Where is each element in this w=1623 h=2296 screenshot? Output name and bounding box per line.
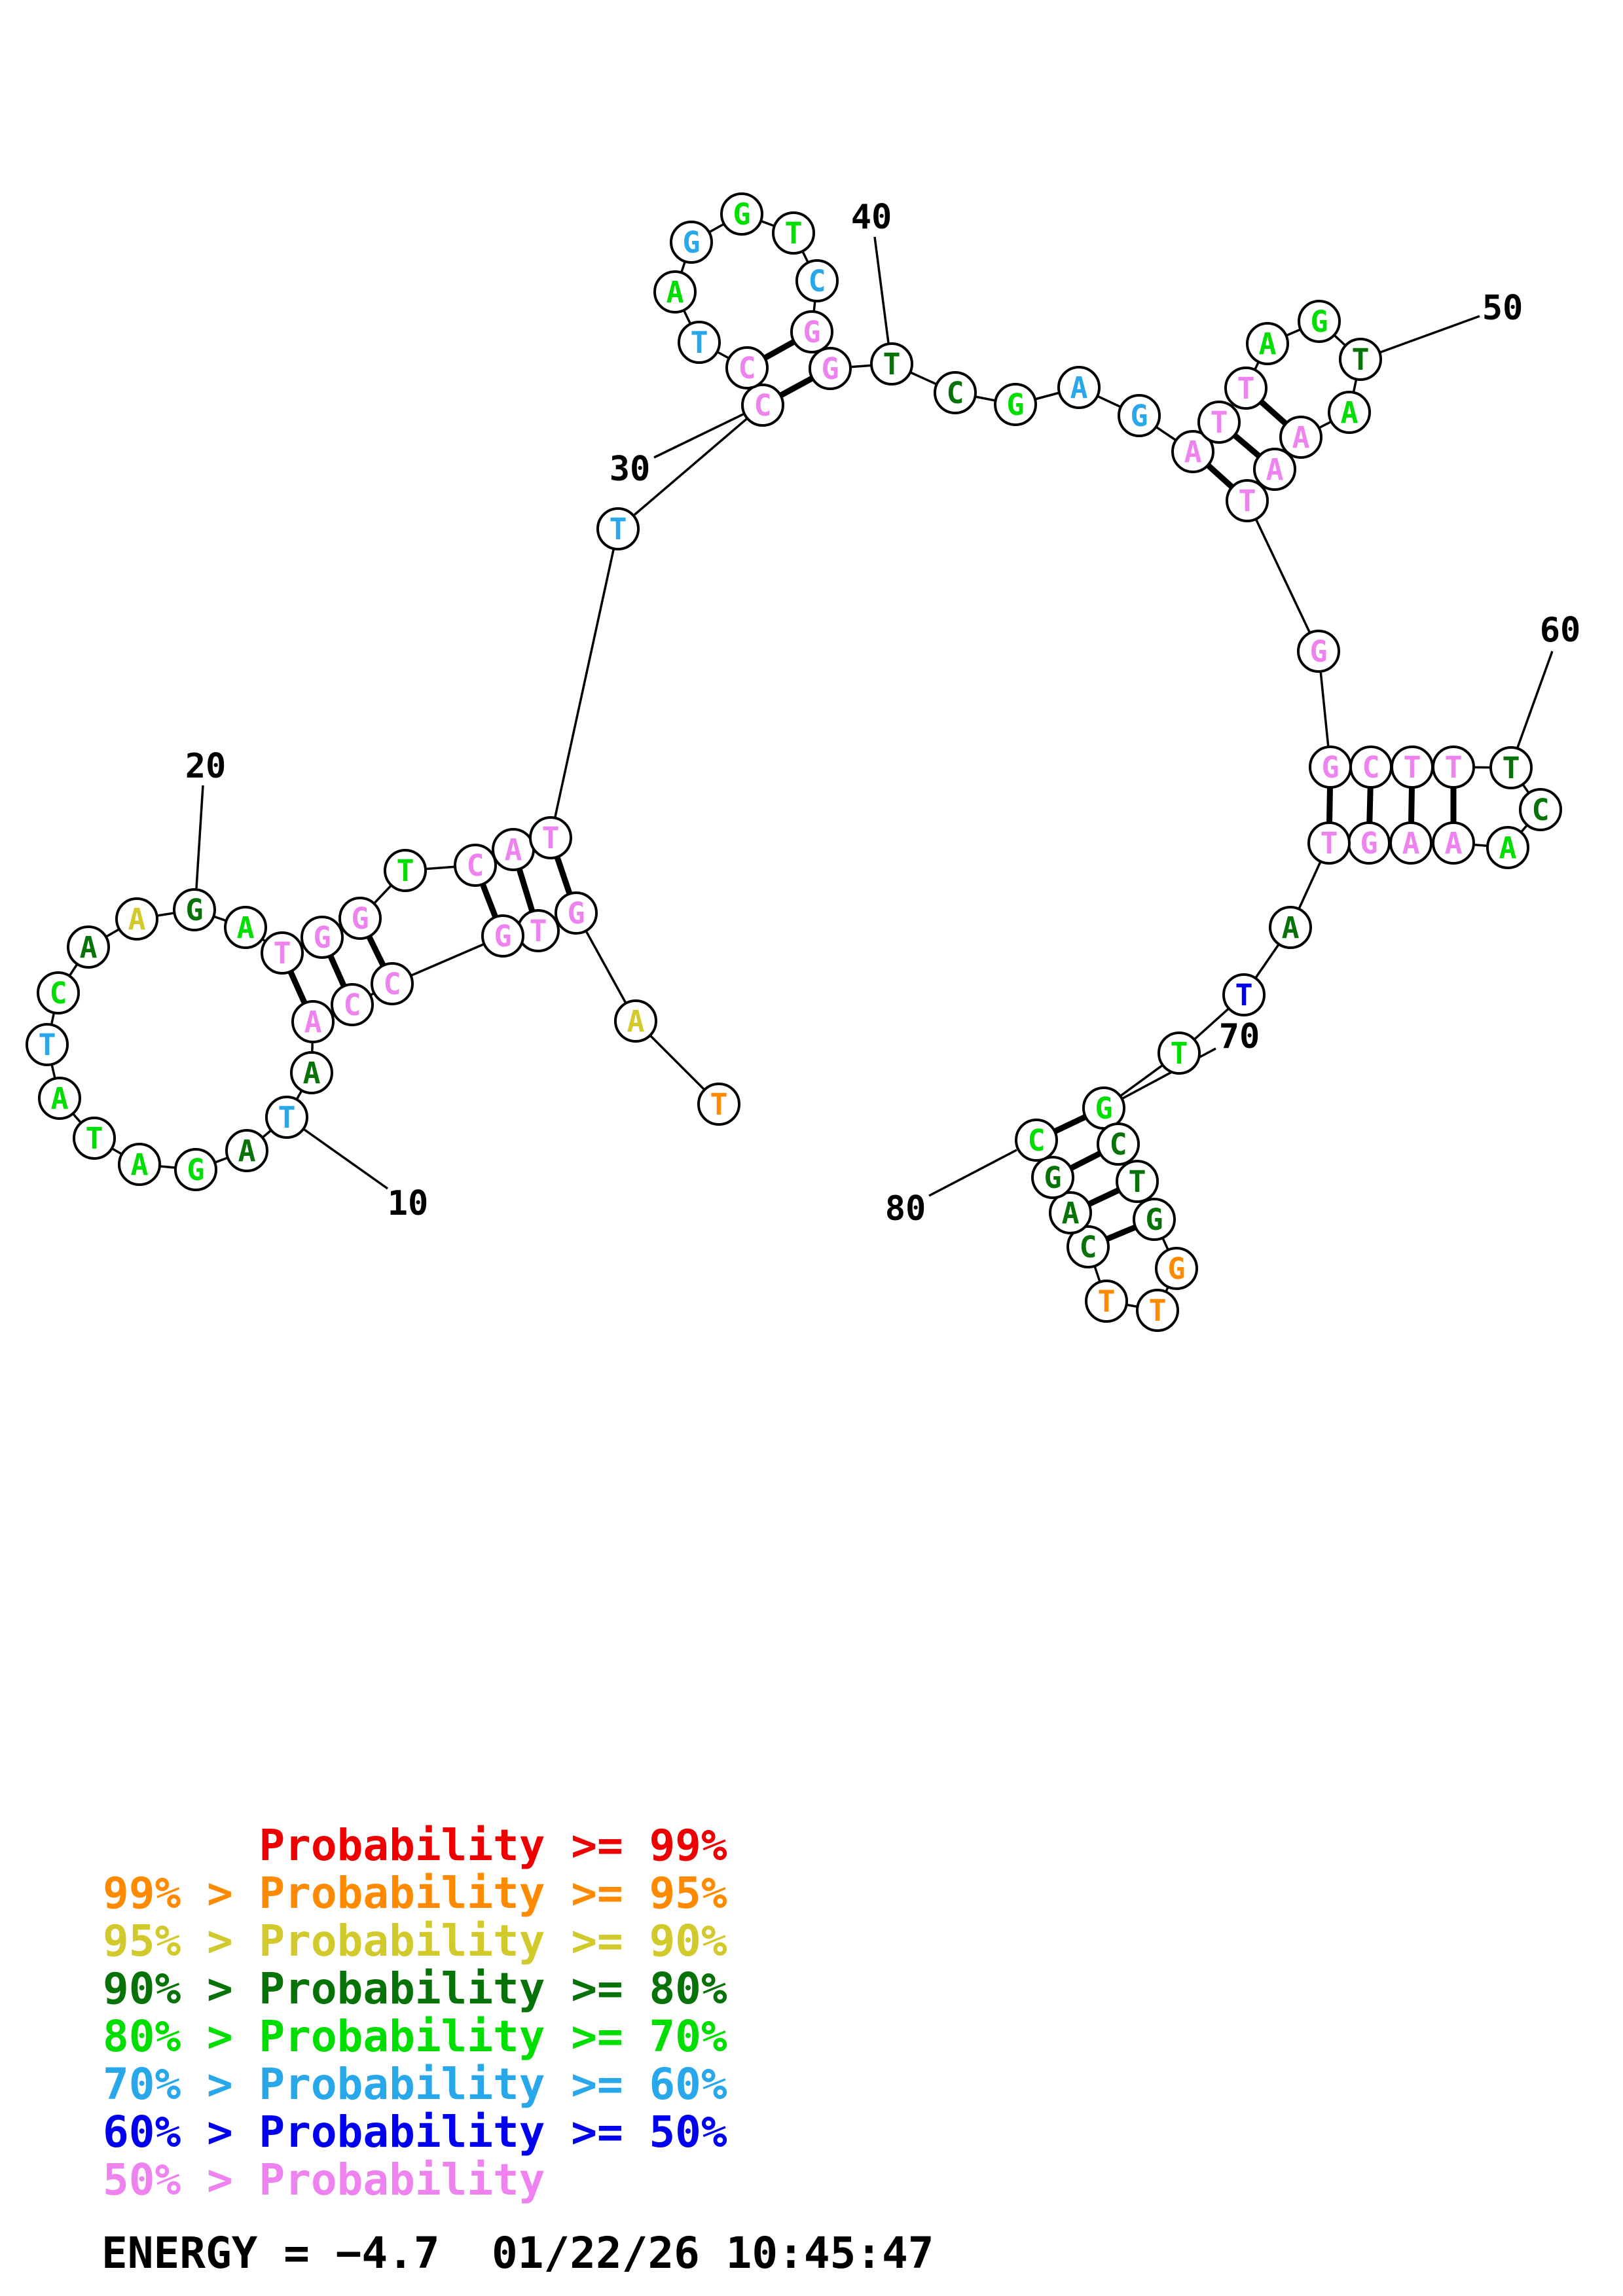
- backbone-28-29: [551, 529, 618, 838]
- nucleotide-77-base: C: [1079, 1230, 1097, 1265]
- nucleotide-76-base: T: [1097, 1284, 1116, 1319]
- nucleotide-71-base: C: [1109, 1127, 1127, 1162]
- nucleotide-19-base: A: [128, 902, 146, 937]
- nucleotide-79-base: G: [1044, 1160, 1062, 1195]
- nucleotide-45-base: A: [1184, 435, 1202, 469]
- nucleotide-24-base: G: [351, 901, 369, 936]
- nucleotide-52-base: A: [1292, 420, 1310, 455]
- nucleotide-1-base: T: [710, 1087, 728, 1122]
- legend-row-6: 70% > Probability >= 60%: [103, 2059, 727, 2109]
- nucleotide-31-base: C: [738, 351, 756, 386]
- label-pointer-10: [304, 1130, 388, 1189]
- nucleotide-16-base: T: [38, 1028, 56, 1062]
- nucleotide-46-base: T: [1210, 405, 1228, 440]
- nucleotide-50-base: T: [1351, 342, 1370, 377]
- nucleotide-34-base: G: [682, 225, 701, 260]
- position-label-60: 60: [1539, 611, 1581, 650]
- nucleotide-21-base: A: [236, 910, 255, 945]
- label-pointer-50: [1381, 316, 1480, 352]
- legend-row-2: 99% > Probability >= 95%: [103, 1868, 727, 1918]
- nucleotide-37-base: C: [808, 264, 826, 298]
- nucleotide-28-base: T: [541, 821, 560, 855]
- nucleotide-53-base: A: [1266, 452, 1284, 487]
- nucleotide-13-base: A: [130, 1147, 149, 1182]
- nucleotide-38-base: G: [803, 315, 821, 350]
- nucleotide-42-base: G: [1006, 387, 1025, 422]
- nucleotide-33-base: A: [666, 275, 684, 310]
- position-label-50: 50: [1482, 289, 1523, 328]
- position-label-40: 40: [850, 198, 892, 237]
- nucleotide-62-base: A: [1499, 831, 1517, 865]
- nucleotide-40-base: T: [883, 347, 901, 382]
- nucleotide-55-base: G: [1309, 634, 1328, 669]
- nucleotide-80-base: C: [1027, 1123, 1046, 1158]
- nucleotide-65-base: G: [1360, 826, 1378, 861]
- nucleotide-22-base: T: [273, 936, 291, 971]
- nucleotide-61-base: C: [1531, 793, 1550, 827]
- nucleotide-44-base: G: [1130, 399, 1148, 433]
- nucleotide-30-base: C: [754, 388, 772, 423]
- label-pointer-20: [196, 785, 203, 888]
- nucleotide-3-base: G: [567, 896, 585, 931]
- nucleotide-36-base: T: [784, 216, 803, 251]
- legend-row-5: 80% > Probability >= 70%: [103, 2011, 727, 2062]
- nucleotide-54-base: T: [1238, 484, 1256, 518]
- label-pointer-30: [654, 414, 743, 457]
- nucleotide-9-base: A: [302, 1056, 321, 1090]
- nucleotide-74-base: G: [1167, 1251, 1186, 1286]
- nucleotide-20-base: G: [185, 893, 204, 927]
- nucleotide-8-base: A: [304, 1005, 322, 1039]
- position-label-70: 70: [1218, 1017, 1260, 1056]
- energy-and-timestamp-text: ENERGY = −4.7 01/22/26 10:45:47: [101, 2228, 934, 2278]
- nucleotide-63-base: A: [1444, 826, 1463, 861]
- nucleotide-64-base: A: [1402, 826, 1420, 861]
- nucleotide-47-base: T: [1237, 371, 1255, 406]
- nucleotide-72-base: T: [1128, 1164, 1146, 1199]
- nucleotide-66-base: T: [1320, 826, 1338, 861]
- nucleotide-41-base: C: [946, 376, 964, 410]
- nucleotide-15-base: A: [50, 1081, 69, 1116]
- nucleotide-69-base: T: [1170, 1036, 1188, 1071]
- nucleotide-11-base: A: [238, 1134, 256, 1168]
- nucleotide-5-base: G: [494, 919, 512, 954]
- nucleotide-12-base: G: [187, 1153, 205, 1187]
- nucleotide-70-base: G: [1095, 1091, 1113, 1126]
- legend-row-4: 90% > Probability >= 80%: [103, 1964, 727, 2014]
- nucleotide-18-base: A: [79, 930, 98, 965]
- nucleotide-7-base: C: [343, 988, 361, 1022]
- nucleotide-56-base: G: [1321, 750, 1340, 785]
- nucleotide-60-base: T: [1502, 751, 1520, 785]
- nucleotide-57-base: C: [1362, 750, 1380, 785]
- nucleotide-43-base: A: [1070, 370, 1088, 405]
- nucleotide-68-base: T: [1235, 978, 1253, 1013]
- position-label-30: 30: [609, 450, 651, 489]
- nucleotide-10-base: T: [278, 1100, 296, 1135]
- nucleotide-49-base: G: [1310, 304, 1328, 339]
- nucleotide-78-base: A: [1061, 1196, 1080, 1230]
- backbone-54-55: [1247, 501, 1319, 651]
- nucleotide-67-base: A: [1281, 910, 1300, 945]
- nucleotide-75-base: T: [1148, 1293, 1167, 1328]
- position-label-80: 80: [884, 1189, 926, 1229]
- nucleotide-14-base: T: [85, 1121, 103, 1156]
- nucleotide-59-base: T: [1444, 750, 1463, 785]
- nucleotide-48-base: A: [1258, 327, 1277, 361]
- nucleotide-17-base: C: [49, 976, 67, 1011]
- nucleotide-29-base: T: [609, 512, 627, 547]
- legend-row-1: Probability >= 99%: [103, 1820, 727, 1871]
- nucleotide-26-base: C: [466, 848, 484, 883]
- probability-color-legend: [103, 1821, 727, 2204]
- nucleotide-27-base: A: [504, 833, 522, 867]
- position-label-20: 20: [185, 747, 227, 786]
- nucleotide-32-base: T: [690, 325, 708, 360]
- nucleotide-73-base: G: [1145, 1202, 1163, 1237]
- label-pointer-60: [1518, 651, 1552, 747]
- label-pointer-40: [875, 237, 888, 343]
- nucleotide-6-base: C: [383, 967, 401, 1001]
- nucleotide-39-base: G: [821, 351, 839, 386]
- nucleotide-25-base: T: [396, 853, 414, 888]
- nucleotide-4-base: T: [529, 914, 547, 948]
- legend-row-7: 60% > Probability >= 50%: [103, 2107, 727, 2157]
- position-label-10: 10: [387, 1184, 429, 1223]
- nucleotide-23-base: G: [313, 920, 331, 955]
- nucleotide-2-base: A: [627, 1004, 645, 1039]
- nucleotide-51-base: A: [1340, 395, 1359, 430]
- legend-row-8: 50% > Probability: [103, 2155, 545, 2205]
- nucleotide-58-base: T: [1403, 750, 1421, 785]
- label-pointer-80: [929, 1150, 1017, 1196]
- legend-row-3: 95% > Probability >= 90%: [103, 1916, 727, 1966]
- nucleotide-35-base: G: [733, 197, 751, 232]
